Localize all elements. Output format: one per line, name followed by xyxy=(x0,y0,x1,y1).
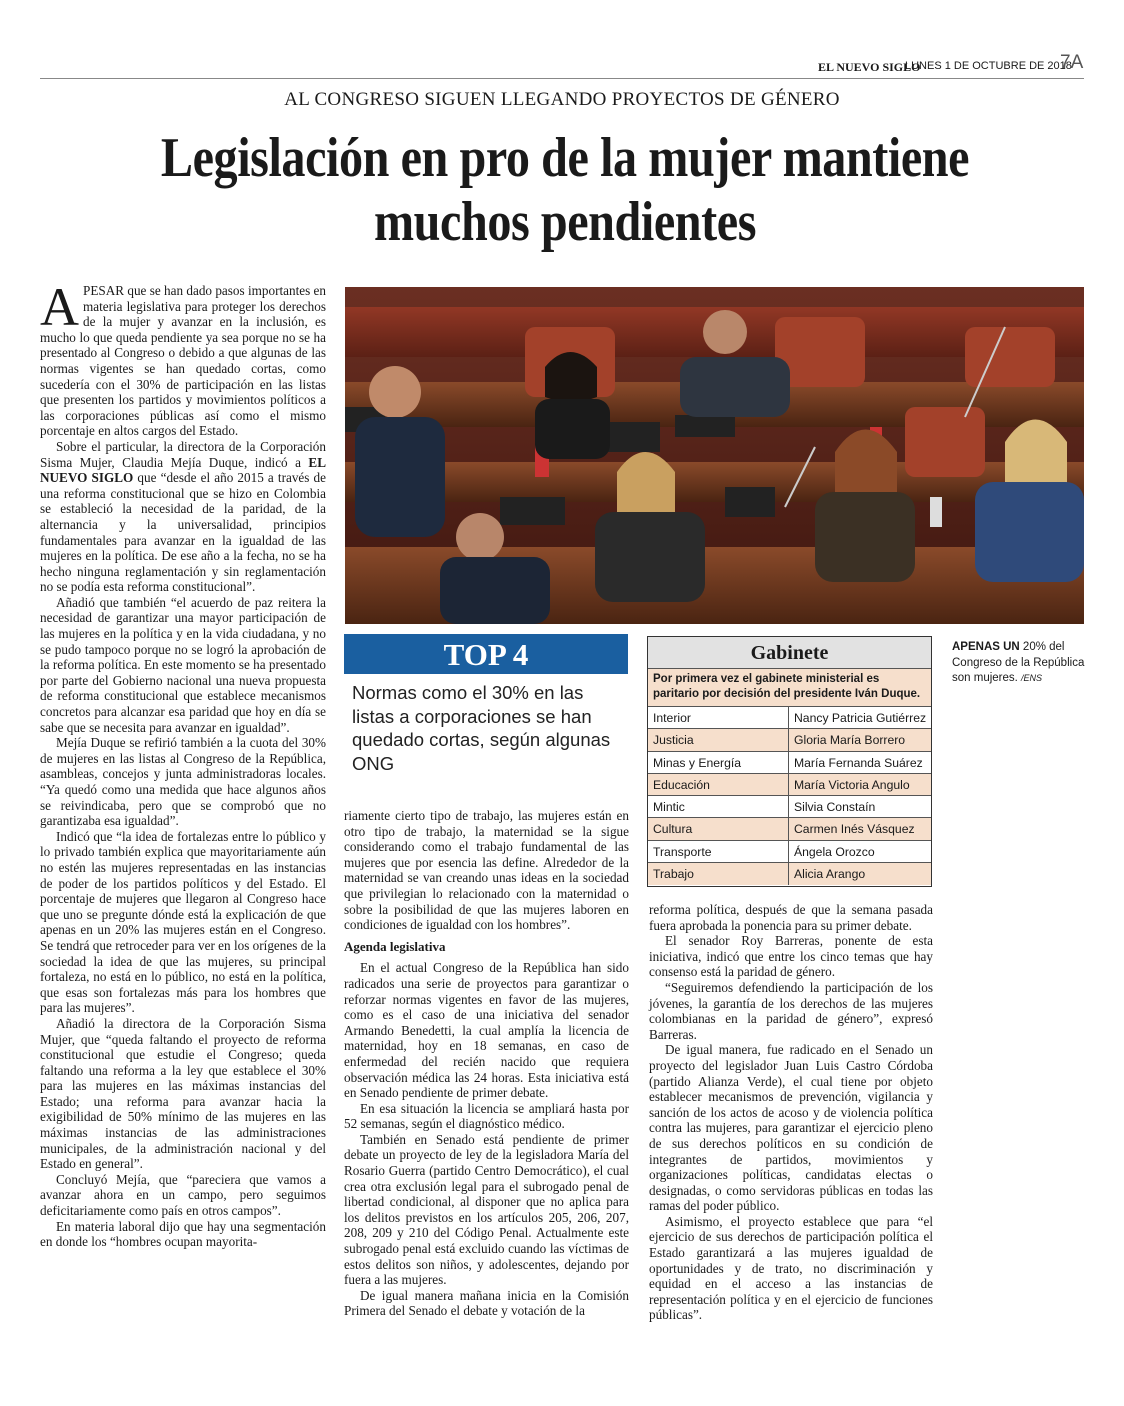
masthead xyxy=(0,50,1124,80)
paragraph: Sobre el particular, la directora de la Corporación Sisma Mujer, Claudia Mejía Duque, indicó a EL NUEVO SIGLO que “desde el año 2015 a través de una reforma constitucional que se hizo en Colombia se estableció la necesidad de la paridad, de la alternancia y la universalidad, principios fundamentales para avanzar en la igualdad de las mujeres en la política. De ese año a la fecha, no se ha hecho ninguna reglamentación y sin reglamentación no se podía esta reforma constitucional”. xyxy=(40,438,326,595)
paragraph: “Seguiremos defendiendo la participación de los jóvenes, la garantía de los derechos de las mujeres colombianas en la paridad de género”, expresó Barreras. xyxy=(649,979,933,1042)
ministry-cell: Justicia xyxy=(648,729,789,750)
paragraph: Mejía Duque se refirió también a la cuota del 30% de mujeres en las listas al Congreso de la República, asambleas, concejos y junta administradoras locales. “Ya quedó como una medida que hace algunos años se reivindicaba, pero que se comprobó que no garantizaba esa igualdad”. xyxy=(40,735,326,829)
top4-title: TOP 4 xyxy=(443,637,529,672)
paragraph: En el actual Congreso de la República han sido radicados una serie de proyectos para garantizar o reforzar normas vigentes en favor de las mujeres, como es el caso de una iniciativa del senador Armando Benedetti, la cual amplía la licencia de maternidad, hoy en 18 semanas, en caso de enfermedad del recién nacido que requiera observación médica las 24 horas. Esta iniciativa está en Senado pendiente de primer debate. xyxy=(344,960,629,1101)
minister-cell: Carmen Inés Vásquez xyxy=(794,822,915,837)
gabinete-row xyxy=(648,729,931,751)
minister-cell: Alicia Arango xyxy=(794,867,866,882)
gabinete-row xyxy=(648,841,931,863)
paragraph: También en Senado está pendiente de primer debate un proyecto de ley de la legisladora María del Rosario Guerra (partido Centro Democrático), el cual crea otra exclusión legal para el subrogado penal de libertad condicional, al disponer que no aplica para los delitos previstos en los artículos 205, 206, 207, 208, 209 y 210 del Código Penal. Actualmente este subrogado penal está excluido cuando las víctimas de estos delitos son niños, y adolescentes, dejando por fuera a las mujeres. xyxy=(344,1131,629,1288)
gabinete-intro: Por primera vez el gabinete ministerial es paritario por decisión del presidente Iván Duque. xyxy=(648,669,931,707)
masthead-rule xyxy=(40,78,1084,79)
article-column-2 xyxy=(344,808,629,1319)
paragraph: De igual manera mañana inicia en la Comisión Primera del Senado el debate y votación de la xyxy=(344,1287,629,1319)
ministry-cell: Cultura xyxy=(648,818,789,839)
dropcap: A xyxy=(40,277,79,337)
paragraph: En materia laboral dijo que hay una segmentación en donde los “hombres ocupan mayorita- xyxy=(40,1218,326,1250)
paragraph: Añadió la directora de la Corporación Sisma Mujer, que “queda faltando el proyecto de reforma constitucional que estudie el Congreso; queda faltando una reforma a la ley que establece el 30% para las mujeres en las máximas instancias del Estado; una reforma para avanzar hacia la exigibilidad de 50% mínimo de las mujeres en las máximas instancias de las administraciones municipales, de la administración nacional y del Estado en general”. xyxy=(40,1015,326,1172)
gabinete-row xyxy=(648,818,931,840)
paragraph: Indicó que “la idea de fortalezas entre lo público y lo privado también explica que mayoritariamente aún no estén las mujeres representadas en las instancias de poder de los partidos políticos y del Estado. El porcentaje de mujeres que llegaron al Congreso hace que uno se pregunte dónde está la explicación de que apenas en un 20% las mujeres están en el Congreso. Se tendrá que retroceder para ver en los orígenes de la sociedad la idea de que las mujeres, su principal fortaleza, no está en lo público, no está en la política, que esas son fortalezas más para los hombres que para las mujeres”. xyxy=(40,828,326,1016)
caption-text: 20% del Congreso de la República son mujeres. xyxy=(952,641,1085,684)
photo-caption xyxy=(952,640,1087,687)
ministry-cell: Trabajo xyxy=(648,863,789,885)
ministry-cell: Transporte xyxy=(648,841,789,862)
paragraph: Concluyó Mejía, que “pareciera que vamos a avanzar ahora en un campo, pero seguimos deficitariamente como país en otros campos”. xyxy=(40,1171,326,1219)
page-number: 7A xyxy=(1060,52,1084,73)
ministry-cell: Minas y Energía xyxy=(648,752,789,773)
gabinete-row xyxy=(648,707,931,729)
ministry-cell: Educación xyxy=(648,774,789,795)
subhead-agenda-legislativa: Agenda legislativa xyxy=(344,938,446,954)
paragraph: De igual manera, fue radicado en el Senado un proyecto del legislador Juan Luis Castro Córdoba (partido Alianza Verde), el cual tiene por objeto establecer mecanismos de prevención, vigilancia y sanción de los actos de acoso y de violencia política contra las mujeres, para garantizar el ejercicio pleno de sus derechos políticos en su condición de integrantes de partidos, movimientos y organizaciones políticas, candidatas electas o designadas, o como servidoras públicas en todas las ramas del poder público. xyxy=(649,1042,933,1214)
minister-cell: Nancy Patricia Gutiérrez xyxy=(794,711,927,725)
caption-credit: /ENS xyxy=(1021,673,1043,683)
paragraph: Asimismo, el proyecto establece que para “el ejercicio de sus derechos de participación política el Estado garantizará a las mujeres igualdad de oportunidades y de trato, no discriminación y equidad en el acceso a las instancias de representación política y en el ejercicio de funciones públicas”. xyxy=(649,1213,933,1323)
gabinete-row xyxy=(648,796,931,818)
article-column-1 xyxy=(40,277,326,1250)
masthead-date: LUNES 1 DE OCTUBRE DE 2018 xyxy=(905,60,1072,72)
caption-lead: APENAS UN xyxy=(952,641,1020,653)
paper-name-inline: EL NUEVO SIGLO xyxy=(40,454,326,486)
ministry-cell: Interior xyxy=(648,707,789,728)
gabinete-row xyxy=(648,863,931,885)
headline: Legislación en pro de la mujer mantiene muchos pendientes xyxy=(160,127,970,253)
gabinete-title: Gabinete xyxy=(648,637,931,669)
article-column-3 xyxy=(649,902,933,1323)
gabinete-row xyxy=(648,752,931,774)
masthead-paper-name: EL NUEVO SIGLO xyxy=(818,60,921,74)
gabinete-row xyxy=(648,774,931,796)
gabinete-table xyxy=(647,636,932,887)
paragraph: Añadió que también “el acuerdo de paz reitera la necesidad de garantizar una mayor participación de las mujeres en la política y en la vida ciudadana, y no se pudo tampoco porque no se logró la aprobación de la reforma política. En este momento se ha presentado por parte del Gobierno nacional una nueva propuesta de reforma constitucional que establece mecanismos concretos para alcanzar esa paridad que hoy en día se sabe que se necesita para avanzar en igualdad”. xyxy=(40,594,326,735)
paragraph: reforma política, después de que la semana pasada fuera aprobada la ponencia para su primer debate. xyxy=(649,902,933,933)
minister-cell: María Victoria Angulo xyxy=(794,777,910,792)
paragraph: En esa situación la licencia se ampliará hasta por 52 semanas, según el diagnóstico médico. xyxy=(344,1100,629,1132)
gabinete-rows xyxy=(648,707,931,885)
minister-cell: Ángela Orozco xyxy=(794,844,875,859)
congress-photo-image xyxy=(345,287,1084,624)
congress-photo xyxy=(345,287,1084,624)
top4-text: Normas como el 30% en las listas a corporaciones se han quedado cortas, según algunas ONG xyxy=(352,682,611,774)
lead-paragraph: APESAR que se han dado pasos importantes en materia legislativa para proteger los derechos de la mujer y avanzar en la inclusión, es mucho lo que queda pendiente ya sea porque no se ha presentado al Congreso o debido a que algunas de las normas vigentes se han quedado cortas, como sucedería con el 30% de participación en las listas que presenten los partidos y movimientos políticos a las corporaciones públicas así como el mismo porcentaje en altos cargos del Estado. xyxy=(40,277,326,439)
minister-cell: Gloria María Borrero xyxy=(794,733,906,748)
paragraph: El senador Roy Barreras, ponente de esta iniciativa, indicó que entre los cinco temas que hay consenso está la paridad de género. xyxy=(649,933,933,980)
ministry-cell: Mintic xyxy=(648,796,789,817)
paragraph: riamente cierto tipo de trabajo, las mujeres están en otro tipo de trabajo, la maternidad se la sigue considerando como el trabajo fundamental de las mujeres que por esencia las define. Alrededor de la maternidad se van creando unas ideas en la sociedad que privilegian lo relacionado con la maternidad o sobre la posibilidad de que las mujeres laboren en condiciones de igualdad con los hombres”. xyxy=(344,808,629,933)
kicker: AL CONGRESO SIGUEN LLEGANDO PROYECTOS DE GÉNERO xyxy=(284,89,840,110)
minister-cell: Silvia Constaín xyxy=(794,800,876,815)
minister-cell: María Fernanda Suárez xyxy=(794,755,923,770)
